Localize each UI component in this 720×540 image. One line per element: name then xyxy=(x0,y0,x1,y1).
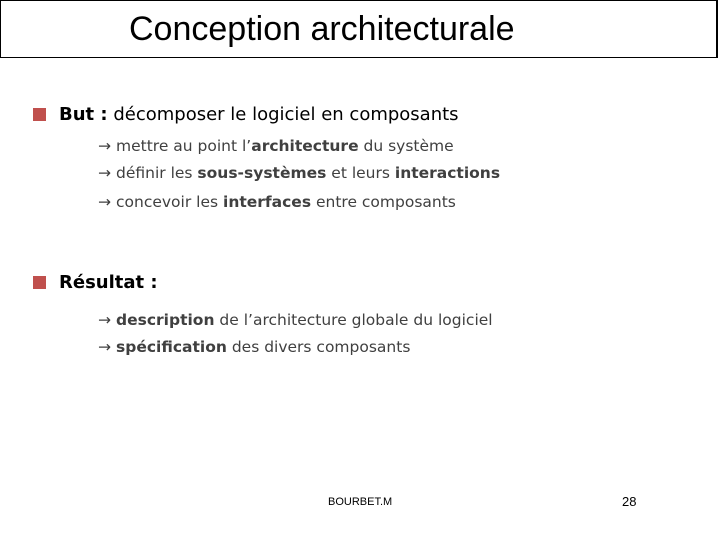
subitem-keyword: sous-systèmes xyxy=(197,164,327,182)
page-number: 28 xyxy=(622,494,637,509)
subitem-keyword: description xyxy=(116,311,215,329)
subitem-keyword: spécification xyxy=(116,338,227,356)
bullet-goal xyxy=(33,104,459,125)
title-box xyxy=(0,0,718,58)
subitem-text: de l’architecture globale du logiciel xyxy=(214,311,493,329)
slide-title: Conception architecturale xyxy=(129,10,515,48)
arrow-right-icon: → xyxy=(98,338,111,356)
subitem-keyword: architecture xyxy=(251,137,359,155)
arrow-right-icon: → xyxy=(98,164,111,182)
subitem-text: entre composants xyxy=(311,193,456,211)
arrow-right-icon: → xyxy=(98,193,111,211)
goal-subitem-3 xyxy=(98,193,456,211)
result-label: Résultat : xyxy=(59,272,158,293)
subitem-keyword: interactions xyxy=(394,164,501,182)
arrow-right-icon: → xyxy=(98,311,111,329)
goal-subitem-2 xyxy=(98,164,500,182)
subitem-text: concevoir les xyxy=(116,193,223,211)
subitem-text: des divers composants xyxy=(226,338,411,356)
subitem-text: définir les xyxy=(116,164,198,182)
subitem-text: mettre au point l’ xyxy=(116,137,252,155)
goal-label: But : xyxy=(59,104,108,125)
subitem-keyword: interfaces xyxy=(223,193,312,211)
result-subitem-2 xyxy=(98,338,410,356)
subitem-text: du système xyxy=(358,137,454,155)
subitem-text: et leurs xyxy=(326,164,395,182)
footer-author: BOURBET.M xyxy=(328,496,393,508)
square-bullet-icon xyxy=(33,276,46,289)
result-subitem-1 xyxy=(98,311,493,329)
arrow-right-icon: → xyxy=(98,137,111,155)
goal-text: décomposer le logiciel en composants xyxy=(107,104,459,125)
bullet-result xyxy=(33,272,158,293)
goal-subitem-1 xyxy=(98,137,454,155)
square-bullet-icon xyxy=(33,108,46,121)
